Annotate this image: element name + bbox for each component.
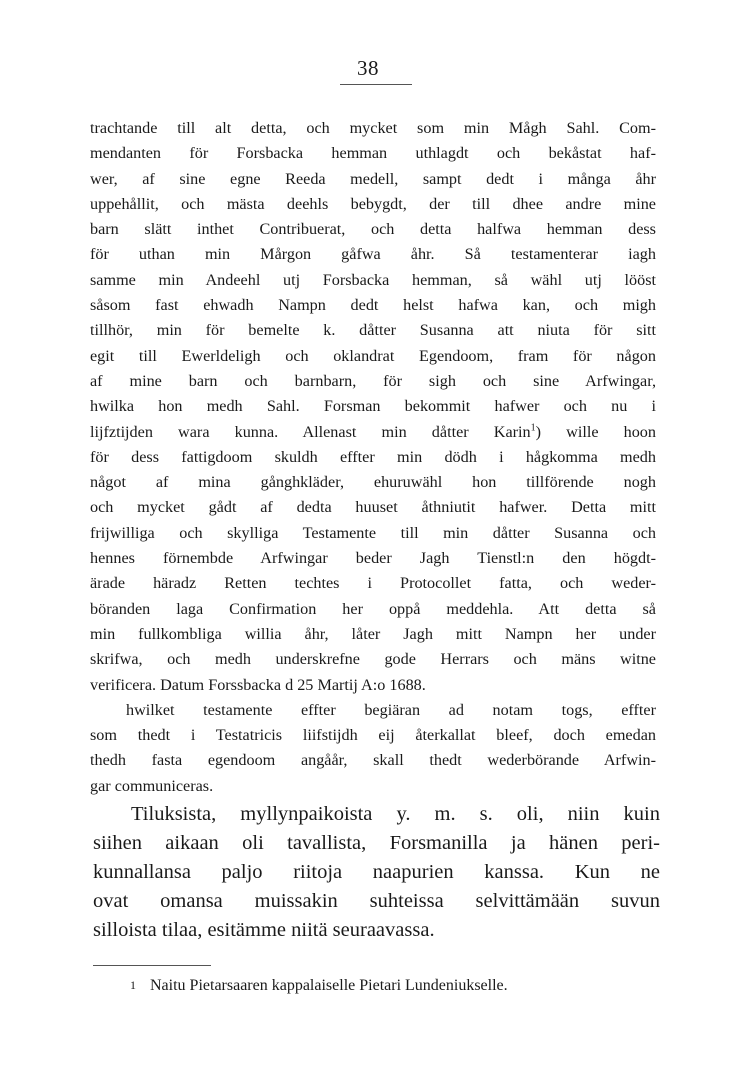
quote-line-text: lijfztijden wara kunna. Allenast min dåtter Karin [90, 422, 531, 441]
page-number: 38 [357, 56, 379, 80]
quote-line: för uthan min Mårgon gåfwa åhr. Så testamenterar iagh [90, 245, 656, 264]
footnote-text: Naitu Pietarsaaren kappalaiselle Pietari Lundeniukselle. [150, 977, 508, 994]
body-paragraph [93, 800, 660, 945]
quote-line: frijwilliga och skylliga Testamente till min dåtter Susanna och [90, 523, 656, 542]
quote-line: verificera. Datum Forssbacka d 25 Martij A:o 1688. [90, 675, 426, 694]
quote-line: thedh fasta egendoom angåår, skall thedt wederbörande Arfwin- [90, 751, 656, 770]
quote-line: tillhör, min för bemelte k. dåtter Susanna att niuta för sitt [90, 321, 656, 340]
body-line: kunnallansa paljo riitoja naapurien kanssa. Kun ne [93, 861, 660, 883]
quote-line: af mine barn och barnbarn, för sigh och sine Arfwingar, [90, 371, 656, 390]
quote-line: uppehållit, och mästa deehls bebygdt, der till dhee andre mine [90, 194, 656, 213]
quote-line: gar communiceras. [90, 776, 214, 795]
footnote [130, 975, 670, 997]
quote-line: trachtande till alt detta, och mycket som min Mågh Sahl. Com- [90, 119, 656, 137]
quote-paragraph-1 [90, 116, 656, 698]
page-number-rule [340, 84, 412, 85]
quote-line: hwilka hon medh Sahl. Forsman bekommit hafwer och nu i [90, 397, 656, 416]
quote-line: hennes förnembde Arfwingar beder Jagh Tienstl:n den högdt- [90, 549, 656, 568]
footnote-reference[interactable]: 1 [530, 422, 536, 434]
body-line: silloista tilaa, esitämme niitä seuraavassa. [93, 919, 435, 941]
quoted-testament [90, 116, 656, 799]
quote-line: något af mina gånghkläder, ehuruwähl hon tillförende nogh [90, 473, 656, 492]
footnote-separator [93, 965, 211, 966]
quote-line: böranden laga Confirmation her oppå meddehla. Att detta så [90, 599, 656, 618]
quote-line: och mycket gådt af dedta huuset åthniutit hafwer. Detta mitt [90, 498, 656, 517]
quote-line: egit till Ewerldeligh och oklandrat Egendoom, fram för någon [90, 346, 656, 365]
quote-line: min fullkombliga willia åhr, låter Jagh mitt Nampn her under [90, 624, 656, 643]
body-line: ovat omansa muissakin suhteissa selvittämään suvun [93, 890, 660, 912]
quote-line-text-after-ref: ) wille hoon [535, 422, 656, 441]
quote-line: wer, af sine egne Reeda medell, sampt dedt i många åhr [90, 169, 656, 188]
quote-line: ärade häradz Retten techtes i Protocollet fatta, och weder- [90, 574, 656, 593]
quote-line-with-footnote [90, 420, 656, 445]
quote-line: som thedt i Testatricis liifstijdh eij återkallat bleef, doch emedan [90, 726, 656, 745]
body-line: Tiluksista, myllynpaikoista y. m. s. oli, niin kuin [131, 803, 660, 825]
body-line: siihen aikaan oli tavallista, Forsmanilla ja hänen peri- [93, 832, 660, 854]
quote-line: för dess fattigdoom skuldh effter min dödh i hågkomma medh [90, 447, 656, 466]
footnote-marker: 1 [130, 978, 136, 992]
quote-line: mendanten för Forsbacka hemman uthlagdt och bekåstat haf- [90, 144, 656, 163]
quote-paragraph-2 [90, 698, 656, 799]
quote-line: samme min Andeehl utj Forsbacka hemman, så wähl utj lööst [90, 270, 656, 289]
quote-line: hwilket testamente effter begiäran ad notam togs, effter [126, 700, 656, 719]
quote-line: såsom fast ehwadh Nampn dedt helst hafwa kan, och migh [90, 296, 656, 315]
quote-line: barn slätt inthet Contribuerat, och detta halfwa hemman dess [90, 220, 656, 239]
quote-line: skrifwa, och medh underskrefne gode Herrars och mäns witne [90, 650, 656, 669]
